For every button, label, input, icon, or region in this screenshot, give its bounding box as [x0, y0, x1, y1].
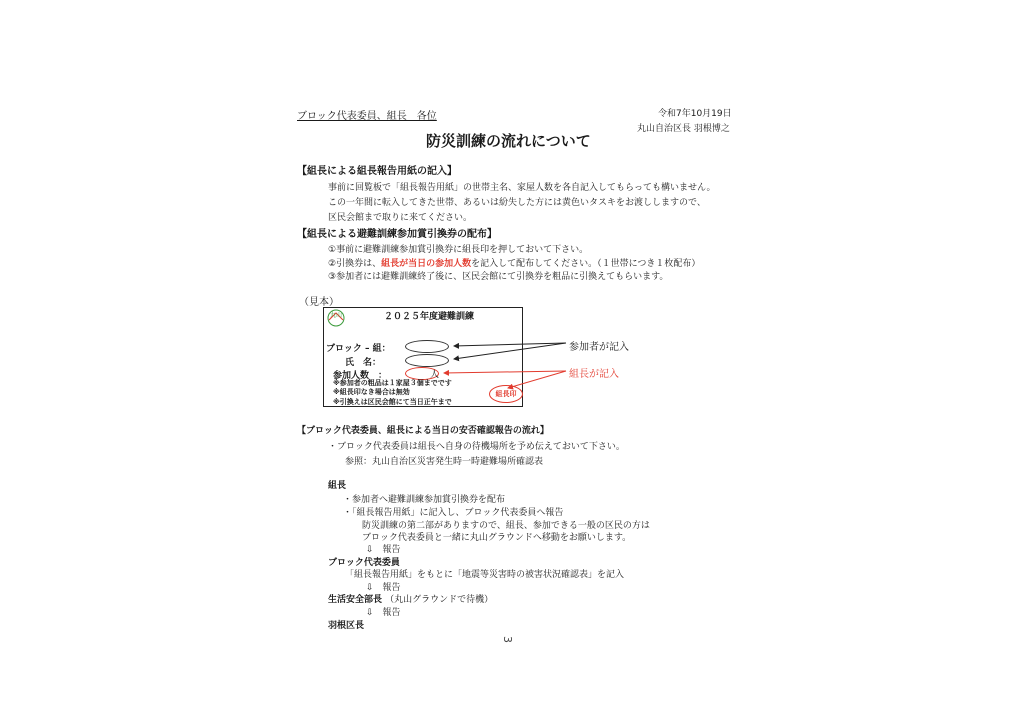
- section3-line1: ・ブロック代表委員は組長へ自身の待機場所を予め伝えておいて下さい。: [328, 442, 625, 452]
- section2-heading: 【組長による避難訓練参加賞引換券の配布】: [297, 229, 497, 240]
- sample-field-count: 参加人数 ：: [333, 371, 388, 381]
- flow-k4: ブロック代表委員と一緒に丸山グラウンドへ移動をお願いします。: [362, 533, 632, 543]
- flow-safety: [328, 592, 493, 605]
- flow-b1: 「組長報告用紙」をもとに「地震等災害時の被害状況確認表」を記入: [345, 570, 625, 580]
- flow-k3: 防災訓練の第二部がありますので、組長、参加できる一般の区民の方は: [362, 521, 650, 531]
- annotation-arrows: [440, 330, 580, 400]
- flow-report2: ⇩ 報告: [366, 583, 401, 593]
- section1-line: 事前に回覧板で「組長報告用紙」の世帯主名、家屋人数を各自記入してもらっても構いません。: [328, 183, 716, 193]
- date: 令和7年10月19日: [658, 109, 732, 119]
- section1-line: 区民会館まで取りに来てください。: [328, 213, 473, 223]
- section2-line1: ①事前に避難訓練参加賞引換券に組長印を押しておいて下さい。: [328, 245, 589, 255]
- section2-line2-post: を記入して配布してください。（１世帯につき１枚配布）: [471, 259, 701, 269]
- sample-field-block: ブロック – 組：: [326, 344, 391, 354]
- flow-kumicho: 組長: [328, 481, 347, 491]
- flow-safety-note: （丸山グラウンドで待機）: [385, 595, 494, 605]
- section2-line2-pre: ②引換券は、: [328, 259, 382, 269]
- addressee: ブロック代表委員、組長 各位: [297, 111, 437, 122]
- flow-chief: 羽根区長: [328, 621, 365, 631]
- section3-heading: 【ブロック代表委員、組長による当日の安否確認報告の流れ】: [297, 426, 549, 436]
- flow-safety-title: 生活安全部長: [328, 595, 383, 605]
- sample-card-title: ２０２５年度避難訓練: [384, 312, 475, 322]
- section2-line2-red: 組長が当日の参加人数: [381, 259, 472, 269]
- sender: 丸山自治区長 羽根博之: [637, 124, 730, 134]
- sample-field-name: 氏 名：: [345, 358, 382, 368]
- sample-note1: ※参加者の粗品は１家屋３個までです: [333, 379, 452, 387]
- flow-k2: ・「組長報告用紙」に記入し、ブロック代表委員へ報告: [343, 508, 564, 518]
- section2-line2: [328, 256, 700, 269]
- leader-stamp: 組長印: [489, 385, 523, 403]
- flow-k1: ・参加者へ避難訓練参加賞引換券を配布: [343, 495, 506, 505]
- section2-line3: ③参加者には避難訓練終了後に、区民会館にて引換券を粗品に引換えてもらいます。: [328, 272, 669, 282]
- sample-note3: ※引換えは区民会館にて当日正午まで: [333, 398, 452, 406]
- section1-heading: 【組長による組長報告用紙の記入】: [297, 166, 457, 177]
- flow-report3: ⇩ 報告: [366, 608, 401, 618]
- sample-label: （見本）: [299, 297, 339, 308]
- annotation-leader: 組長が記入: [569, 369, 619, 380]
- logo-text: 丸山: [330, 312, 343, 319]
- flow-report1: ⇩ 報告: [366, 545, 401, 555]
- sample-note2: ※組長印なき場合は無効: [333, 388, 410, 396]
- section3-line2: 参照：丸山自治区災害発生時一時避難場所確認表: [345, 457, 544, 467]
- flow-block-rep: ブロック代表委員: [328, 558, 400, 568]
- page-title: 防災訓練の流れについて: [426, 132, 591, 150]
- count-unit: 人: [430, 370, 440, 380]
- page-number: 3: [501, 636, 514, 643]
- annotation-participant: 参加者が記入: [569, 342, 629, 353]
- section1-line: この一年間に転入してきた世帯、あるいは紛失した方には黄色いタスキをお渡ししますので、: [328, 198, 706, 208]
